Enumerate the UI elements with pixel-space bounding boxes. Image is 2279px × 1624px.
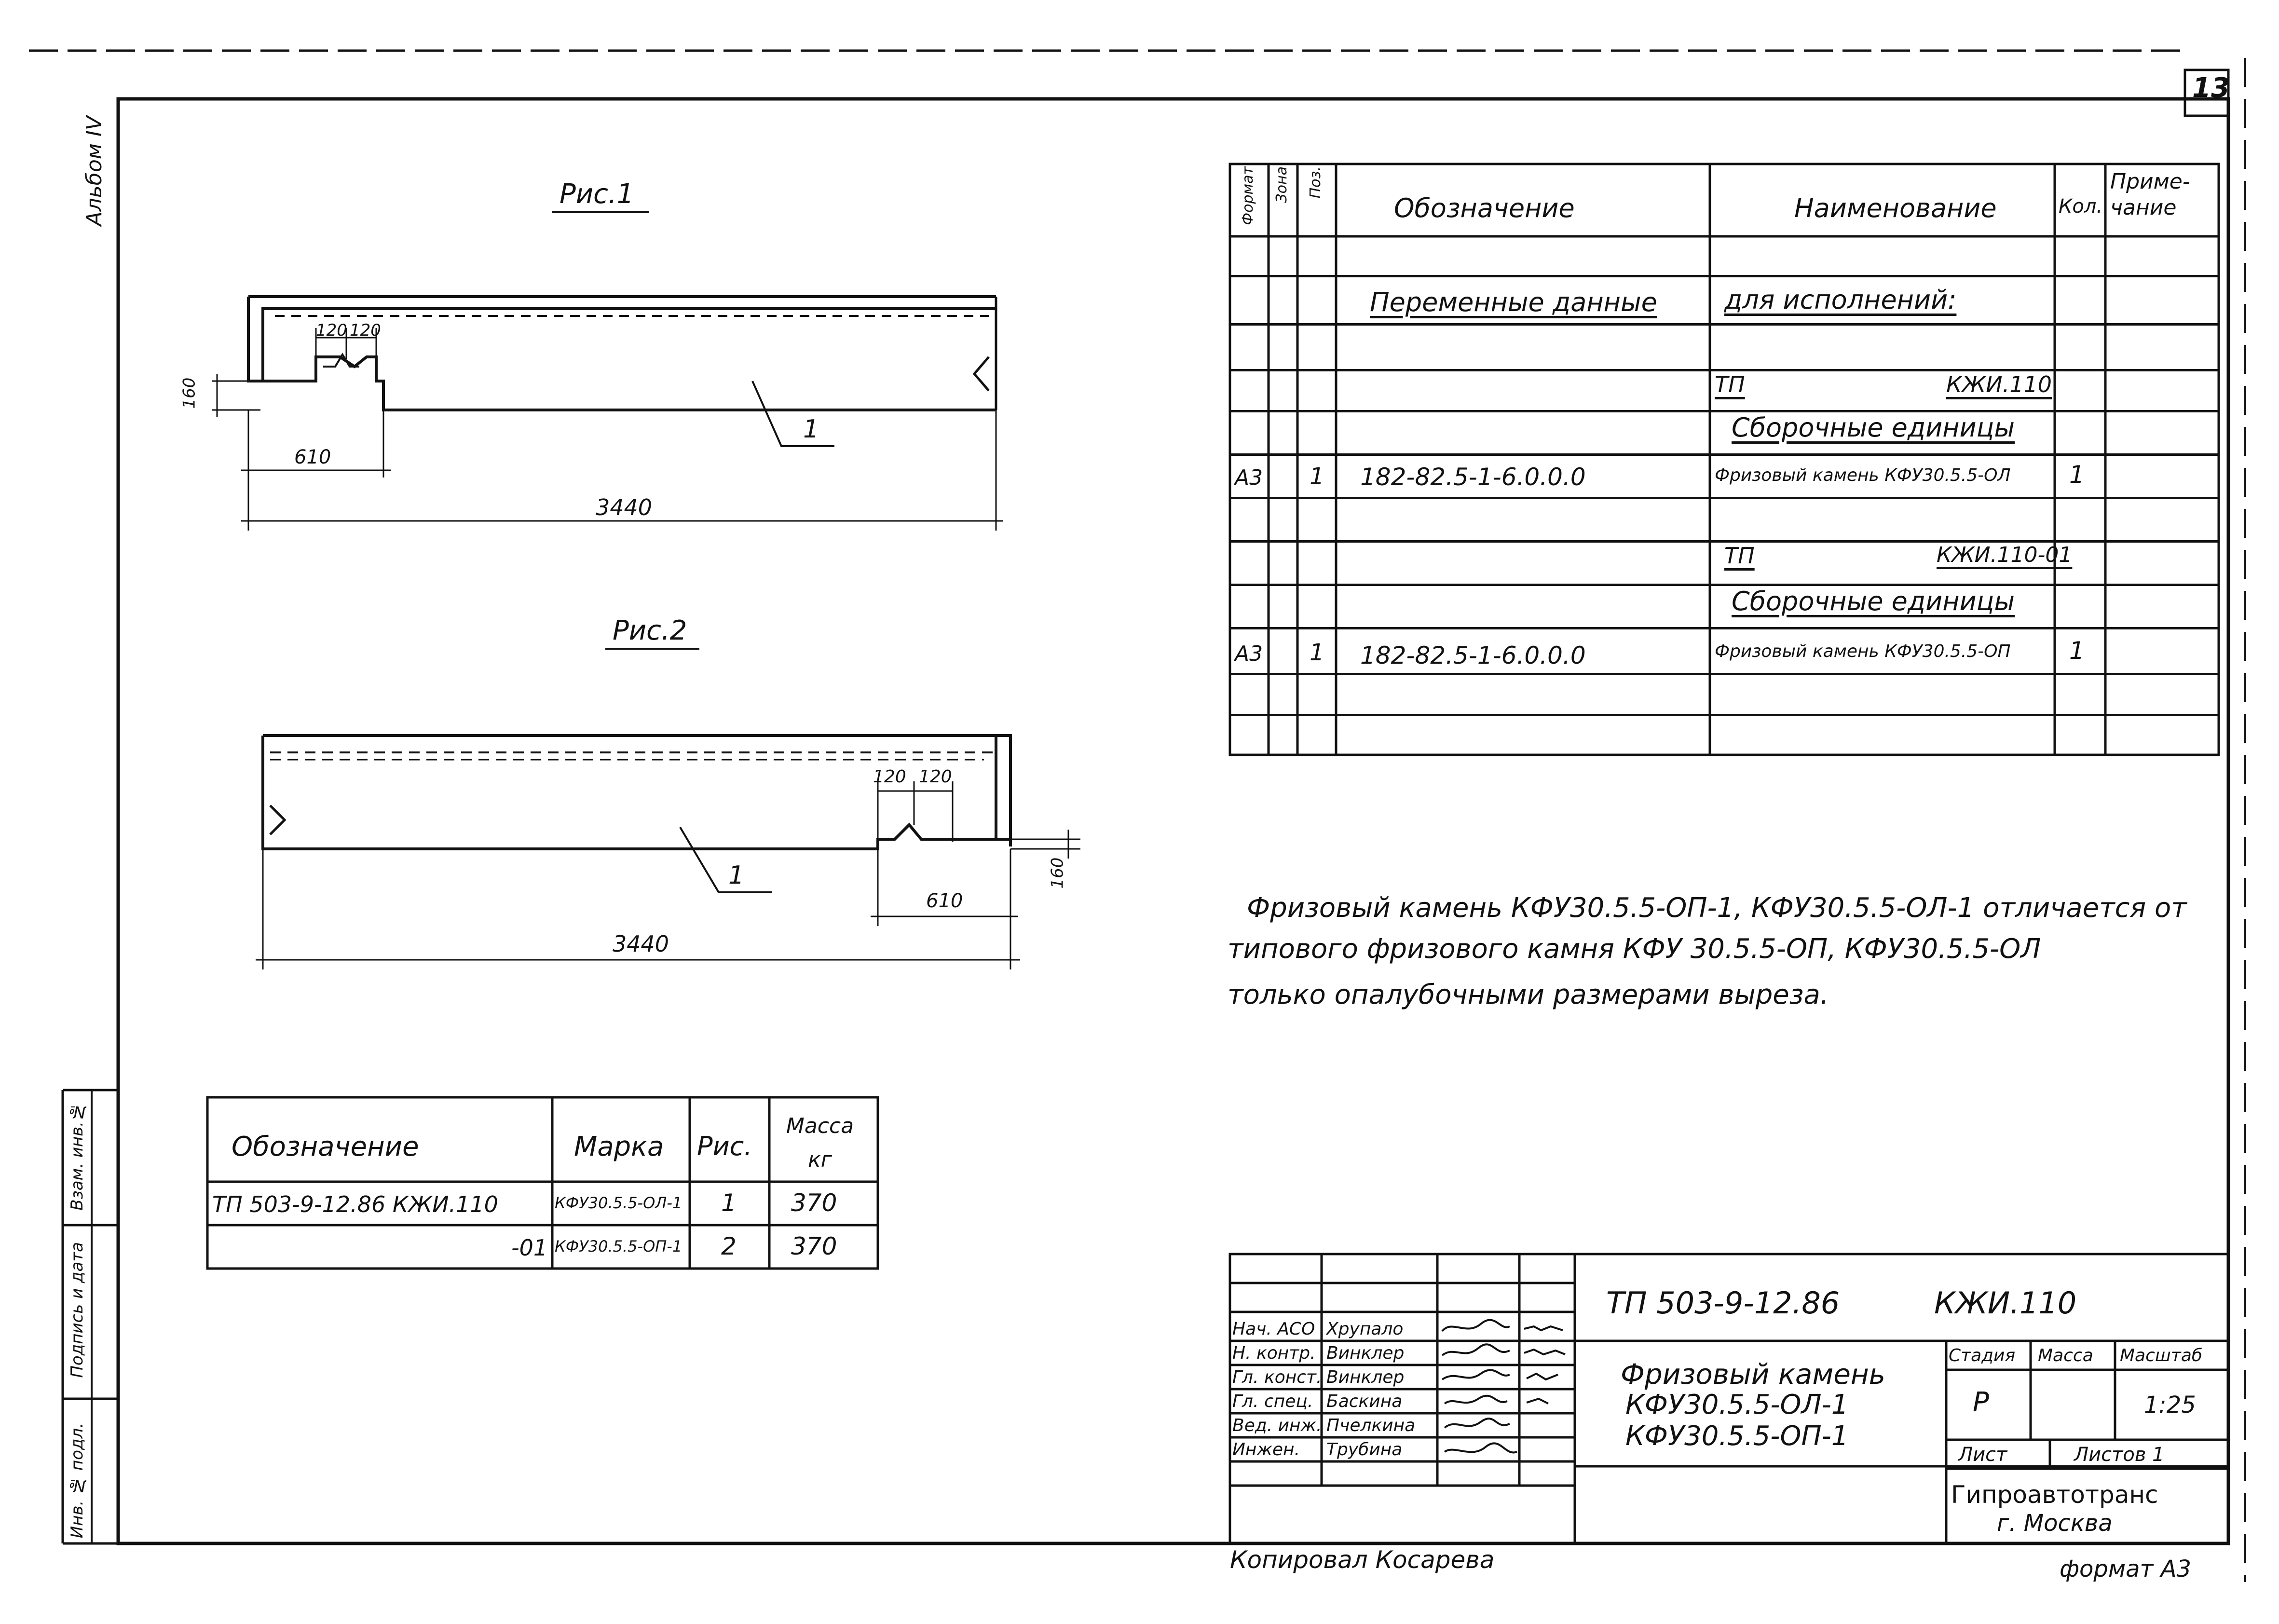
spec-row1-name: Фризовый камень КФУ30.5.5-ОЛ [1715,465,2011,485]
spec-rowline [1230,369,2219,371]
title-line-2: КФУ30.5.5-ОЛ-1 [1625,1389,1849,1420]
person-role-5: Инжен. [1232,1440,1300,1460]
fig2-dim-120a: 120 [873,767,906,787]
spec-row1-pos: 1 [1310,463,1324,490]
spec-row2-pos: 1 [1310,639,1324,666]
org-name: Гипроавтотранс [1951,1481,2158,1509]
scale-value: 1:25 [2144,1392,2196,1419]
spec-assembly2: Сборочные единицы [1732,586,2015,616]
spec-header-note: Приме-чание [2110,169,2190,220]
spec-header-pos: Поз. [1307,166,1324,199]
spec-tp1: ТП [1715,371,1745,397]
spec-rowline [1230,584,2219,586]
fig2-leader-label: 1 [728,861,745,890]
person-name-5: Трубина [1326,1440,1403,1460]
person-role-2: Гл. конст. [1232,1367,1322,1387]
person-name-0: Хрупало [1326,1319,1404,1339]
fig1-dim-120b: 120 [350,321,381,340]
spec-tp1-code: КЖИ.110 [1946,371,2052,397]
spec-row1-qty: 1 [2069,461,2085,489]
figure-1-outline [212,212,1003,531]
mass-row2-designation: -01 [511,1235,548,1261]
mass-row1-fig: 1 [721,1189,737,1217]
mass-row2-mark: КФУ30.5.5-ОП-1 [555,1237,682,1256]
mass-header-mark: Марка [574,1131,664,1162]
podpis-data-label: Подпись и дата [68,1242,87,1378]
spec-tp2-code: КЖИ.110-01 [1937,543,2073,567]
spec-rowline [1230,323,2219,326]
album-label: Альбом IV [82,116,107,226]
spec-row2-designation: 182-82.5-1-6.0.0.0 [1360,641,1586,669]
spec-header-zone: Зона [1273,166,1290,203]
spec-rowline [1230,410,2219,412]
person-name-3: Баскина [1326,1392,1403,1411]
note-line-3: только опалубочными размерами выреза. [1228,979,1829,1010]
spec-rowline [1230,453,2219,456]
fig1-dim-610: 610 [294,446,331,468]
spec-header-format: Формат [1240,166,1256,225]
title-doc-code: ТП 503-9-12.86 [1606,1285,1840,1321]
fig2-dim-120b: 120 [919,767,952,787]
person-name-4: Пчелкина [1326,1416,1416,1435]
person-role-1: Н. контр. [1232,1343,1316,1363]
title-line-3: КФУ30.5.5-ОП-1 [1625,1420,1849,1452]
vzam-inv-label: Взам. инв.№ [68,1102,87,1211]
mass-row1-mass: 370 [791,1189,837,1217]
spec-row2-name: Фризовый камень КФУ30.5.5-ОП [1715,641,2011,661]
spec-rowline [1230,714,2219,716]
format-label: формат А3 [2060,1556,2192,1583]
spec-rowline [1230,497,2219,499]
fig2-dim-3440: 3440 [613,931,669,957]
spec-variable-data-left: Переменные данные [1370,287,1657,317]
spec-header-designation: Обозначение [1394,193,1575,223]
fig1-dim-3440: 3440 [596,494,653,520]
fig1-leader-label: 1 [803,415,819,444]
spec-variable-data-right: для исполнений: [1724,285,1957,315]
figure-1-title: Рис.1 [560,178,634,210]
spec-tp2: ТП [1724,543,1755,569]
org-city: г. Москва [1997,1510,2113,1537]
mass-label: Масса [2038,1346,2093,1365]
mass-row2-fig: 2 [721,1232,737,1260]
person-name-2: Винклер [1326,1367,1405,1387]
note-line-2: типового фризового камня КФУ 30.5.5-ОП, КФУ30.5.5-ОЛ [1228,933,2041,965]
spec-row2-format: А3 [1235,641,1263,666]
sheet-label: Лист [1958,1444,2007,1466]
stage-label: Стадия [1949,1346,2016,1365]
sheets-label: Листов 1 [2074,1444,2165,1466]
spec-row1-designation: 182-82.5-1-6.0.0.0 [1360,463,1586,491]
figure-2-title: Рис.2 [613,615,687,646]
spec-header-qty: Кол. [2059,195,2103,218]
spec-header-name: Наименование [1794,193,1997,223]
spec-rowline [1230,627,2219,629]
mass-header-designation: Обозначение [232,1131,419,1162]
person-role-3: Гл. спец. [1232,1392,1313,1411]
spec-rowline [1230,540,2219,543]
mass-header-fig: Рис. [697,1131,752,1161]
fig2-dim-610: 610 [926,890,963,912]
person-role-0: Нач. АСО [1232,1319,1315,1339]
spec-rowline [1230,275,2219,277]
spec-row2-qty: 1 [2069,637,2085,665]
fig1-dim-160: 160 [179,377,199,409]
person-name-1: Винклер [1326,1343,1405,1363]
mass-header-mass: Масса кг [786,1114,854,1172]
spec-assembly1: Сборочные единицы [1732,412,2015,443]
inv-podl-label: Инв. № подл. [68,1423,87,1539]
title-doc-suffix: КЖИ.110 [1934,1285,2077,1321]
figure-2-outline [256,649,1080,969]
mass-row1-mark: КФУ30.5.5-ОЛ-1 [555,1194,682,1212]
spec-rowline [1230,673,2219,675]
fig1-dim-120a: 120 [316,321,347,340]
page-number: 13 [2192,72,2230,104]
title-line-1: Фризовый камень [1621,1358,1885,1391]
mass-row1-designation: ТП 503-9-12.86 КЖИ.110 [212,1191,498,1217]
copied-by: Копировал Косарева [1230,1546,1495,1574]
mass-row2-mass: 370 [791,1232,837,1260]
note-line-1: Фризовый камень КФУ30.5.5-ОП-1, КФУ30.5.5-ОЛ-1 отличается от [1247,892,2187,924]
stage-value: Р [1973,1387,1989,1418]
spec-row1-format: А3 [1235,465,1263,490]
signatures [1437,1317,1572,1481]
scale-label: Масштаб [2120,1346,2203,1365]
person-role-4: Вед. инж. [1232,1416,1322,1435]
fig2-dim-160: 160 [1048,857,1067,889]
